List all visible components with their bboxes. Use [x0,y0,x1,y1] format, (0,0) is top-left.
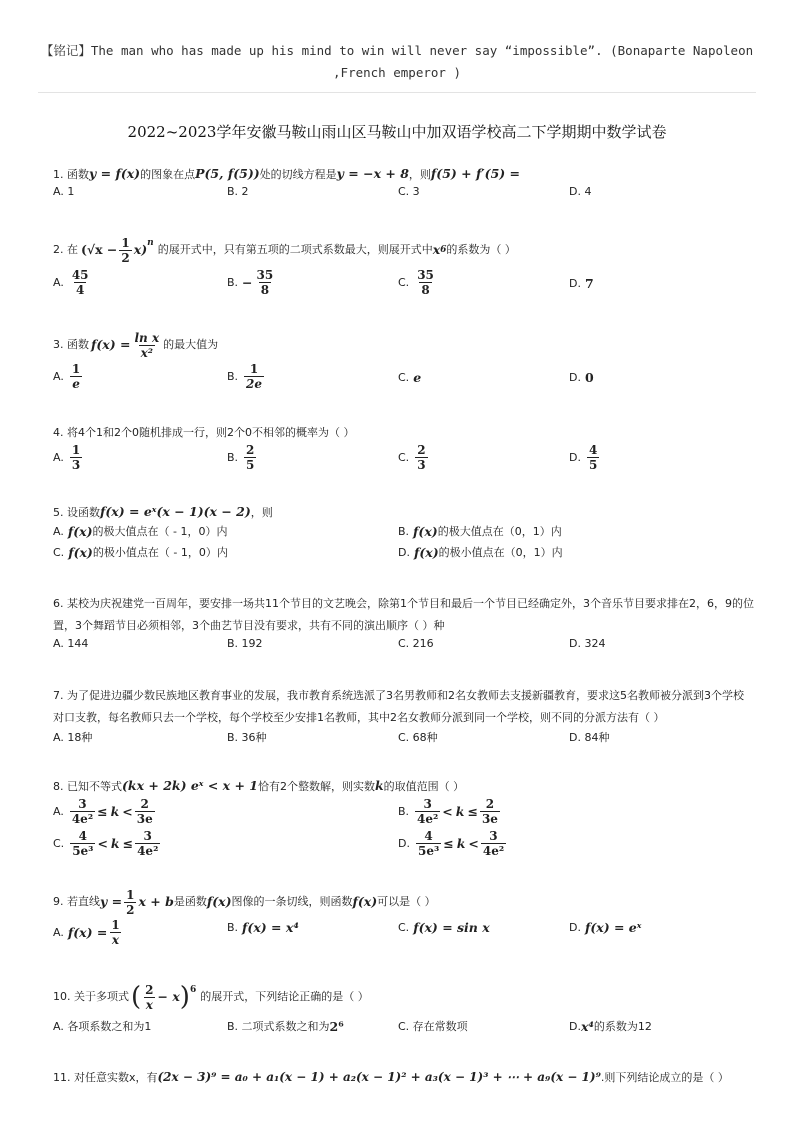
option-c[interactable]: C. e [398,370,422,385]
option-c[interactable]: C. 存在常数项 [398,1020,468,1033]
option-d[interactable]: D. 0 [569,370,594,385]
question-3 [53,328,754,398]
math: (√x − [81,242,118,257]
question-11 [53,1067,754,1088]
option-d[interactable]: D. x⁴ 的系数为12 [569,1018,652,1034]
question-7 [53,685,754,749]
question-stem: 5. 设函数f(x) = eˣ(x − 1)(x − 2)，则 [53,504,273,519]
question-stem: 6. 某校为庆祝建党一百周年，要安排一场共11个节目的文艺晚会，除第1个节目和最后一个节目已经确定外，3个音乐节目要求排在2，6，9的位置，3个舞蹈节目必须相邻，3个曲艺节目没有要求，共有不同的演出顺序（ ）种 [53,597,754,632]
option-b[interactable]: B. − $\frac{35}{8}$ [227,268,274,297]
question-stem: 9. 若直线 y = $\frac{1}{2}$ x + b 是函数 f(x) 图像的一条切线，则函数 f(x) 可以是（ ） [53,887,436,917]
option-d[interactable]: D. 84种 [569,731,610,744]
question-5 [53,502,754,565]
option-d[interactable]: D. $\frac{4}{5}$ [569,443,598,472]
question-stem: 2. 在 (√x − $\frac{1}{2}$ x) n 的展开式中，只有第五项的二项式系数最大，则展开式中 x 6 的系数为（ ） [53,232,754,268]
question-10 [53,978,754,1038]
option-a[interactable]: A. 各项系数之和为1 [53,1020,152,1033]
fraction: $\frac{\text{ln x}}{\text{x²}}$ [134,330,160,360]
question-stem: 3. 函数 f(x) = $\frac{\text{ln x}}{\text{x²}}$ 的最大值为 [53,330,219,360]
option-c[interactable]: C. f(x) = sin x [398,920,490,935]
options [53,729,754,749]
options [53,443,754,479]
option-b[interactable]: B. 二项式系数之和为 2⁶ [227,1018,344,1034]
option-d[interactable]: D. $\frac{4}{\text{5e³}}$ ≤ k < $\frac{3}{\text{4e²}}$ [398,829,505,858]
question-stem: 10. 关于多项式 ( $\frac{2}{x}$ − x ) 6 的展开式，下列结论正确的是（ ） [53,982,369,1012]
options [53,1018,754,1038]
fraction: $\frac{1}{2}$ [121,235,130,265]
header-divider [38,92,756,93]
math: f(x) = eˣ(x − 1)(x − 2) [100,504,251,519]
question-4 [53,423,754,479]
math: y = f(x) [89,166,141,181]
question-stem: 1. 函数y = f(x)的图象在点P(5, f(5))处的切线方程是y = −x + 8，则f(5) + f′(5) = [53,166,521,181]
math: (kx + 2k) eˣ < x + 1 [122,778,258,793]
options [53,797,754,829]
option-b[interactable]: B. 192 [227,637,263,650]
math: x [432,242,441,257]
question-stem: 8. 已知不等式(kx + 2k) eˣ < x + 1恰有2个整数解，则实数k的取值范围（ ） [53,778,465,793]
fraction: $\frac{2}{x}$ [145,982,154,1012]
option-a[interactable]: A. $\frac{1}{3}$ [53,443,81,472]
math: P(5, f(5)) [195,166,260,181]
option-c[interactable]: C. $\frac{35}{8}$ [398,268,434,297]
option-d[interactable]: D. f(x) = eˣ [569,920,642,935]
math: f(5) + f′(5) = [430,166,521,181]
paren-open: ( [131,982,142,1012]
option-b[interactable]: B. 2 [227,185,249,198]
page-title: 2022~2023学年安徽马鞍山雨山区马鞍山中加双语学校高二下学期期中数学试卷 [127,123,667,141]
math: (2x − 3)⁹ = a₀ + a₁(x − 1) + a₂(x − 1)² + a₃(x − 1)³ + ⋯ + a₉(x − 1)⁹ [157,1070,601,1084]
options [53,362,754,398]
options [53,268,754,304]
math: x) [133,242,148,257]
option-c[interactable]: C. 3 [398,185,420,198]
option-a[interactable]: A. $\frac{3}{\text{4e²}}$ ≤ k < $\frac{2}{3e}$ [53,797,153,826]
paren-close: ) [179,982,190,1012]
options [53,918,754,954]
exponent: 6 [189,985,197,995]
options [53,829,754,861]
option-b[interactable]: B. $\frac{1}{2e}$ [227,362,263,391]
option-c[interactable]: C. 216 [398,637,434,650]
fraction: $\frac{1}{2}$ [126,887,135,917]
option-a[interactable]: A. f(x) = $\frac{1}{x}$ [53,918,120,947]
option-b[interactable]: B. f(x) = x⁴ [227,920,299,935]
question-2 [53,232,754,304]
option-c[interactable]: C. $\frac{2}{3}$ [398,443,426,472]
question-9 [53,886,754,954]
question-stem: 7. 为了促进边疆少数民族地区教育事业的发展，我市教育系统选派了3名男教师和2名女教师去支援新疆教育，要求这5名教师被分派到3个学校对口支教，每名教师只去一个学校，每个学校至少安排1名教师，其中2名女教师分派到同一个学校，则不同的分派方法有（ ） [53,689,744,724]
question-6 [53,593,754,657]
option-b[interactable]: B. f(x) 的极大值点在（0，1）内 [398,523,562,539]
exponent: n [147,238,154,248]
options [53,185,754,205]
option-d[interactable]: D. 4 [569,185,592,198]
question-1 [53,164,754,205]
options [53,544,754,565]
math: y = −x + 8 [336,166,409,181]
option-d[interactable]: D. f(x) 的极小值点在（0，1）内 [398,544,563,560]
option-b[interactable]: B. 36种 [227,731,267,744]
options [53,523,754,544]
option-b[interactable]: B. $\frac{3}{\text{4e²}}$ < k ≤ $\frac{2}{3e}$ [398,797,498,826]
option-a[interactable]: A. f(x) 的极大值点在（ - 1，0）内 [53,523,228,539]
question-stem: 11. 对任意实数x，有(2x − 3)⁹ = a₀ + a₁(x − 1) + a₂(x − 1)² + a₃(x − 1)³ + ⋯ + a₉(x − 1)⁹.则下列结论成立的是（ ） [53,1070,729,1084]
option-d[interactable]: D. 324 [569,637,606,650]
options [53,637,754,657]
option-a[interactable]: A. 1 [53,185,75,198]
option-c[interactable]: C. f(x) 的极小值点在（ - 1，0）内 [53,544,228,560]
question-8 [53,776,754,861]
option-a[interactable]: A. $\frac{1}{e}$ [53,362,81,391]
option-c[interactable]: C. $\frac{4}{\text{5e³}}$ < k ≤ $\frac{3}{\text{4e²}}$ [53,829,159,858]
math: k [374,778,384,793]
option-a[interactable]: A. 144 [53,637,89,650]
motto: 【铭记】The man who has made up his mind to win will never say “impossible”. (Bonaparte Napoleon ,French emperor ) [40,43,754,80]
option-a[interactable]: A. $\frac{45}{4}$ [53,268,89,297]
option-c[interactable]: C. 68种 [398,731,438,744]
question-stem: 4. 将4个1和2个0随机排成一行，则2个0不相邻的概率为（ ） [53,426,355,439]
option-b[interactable]: B. $\frac{2}{5}$ [227,443,255,472]
option-a[interactable]: A. 18种 [53,731,93,744]
option-d[interactable]: D. 7 [569,276,594,291]
